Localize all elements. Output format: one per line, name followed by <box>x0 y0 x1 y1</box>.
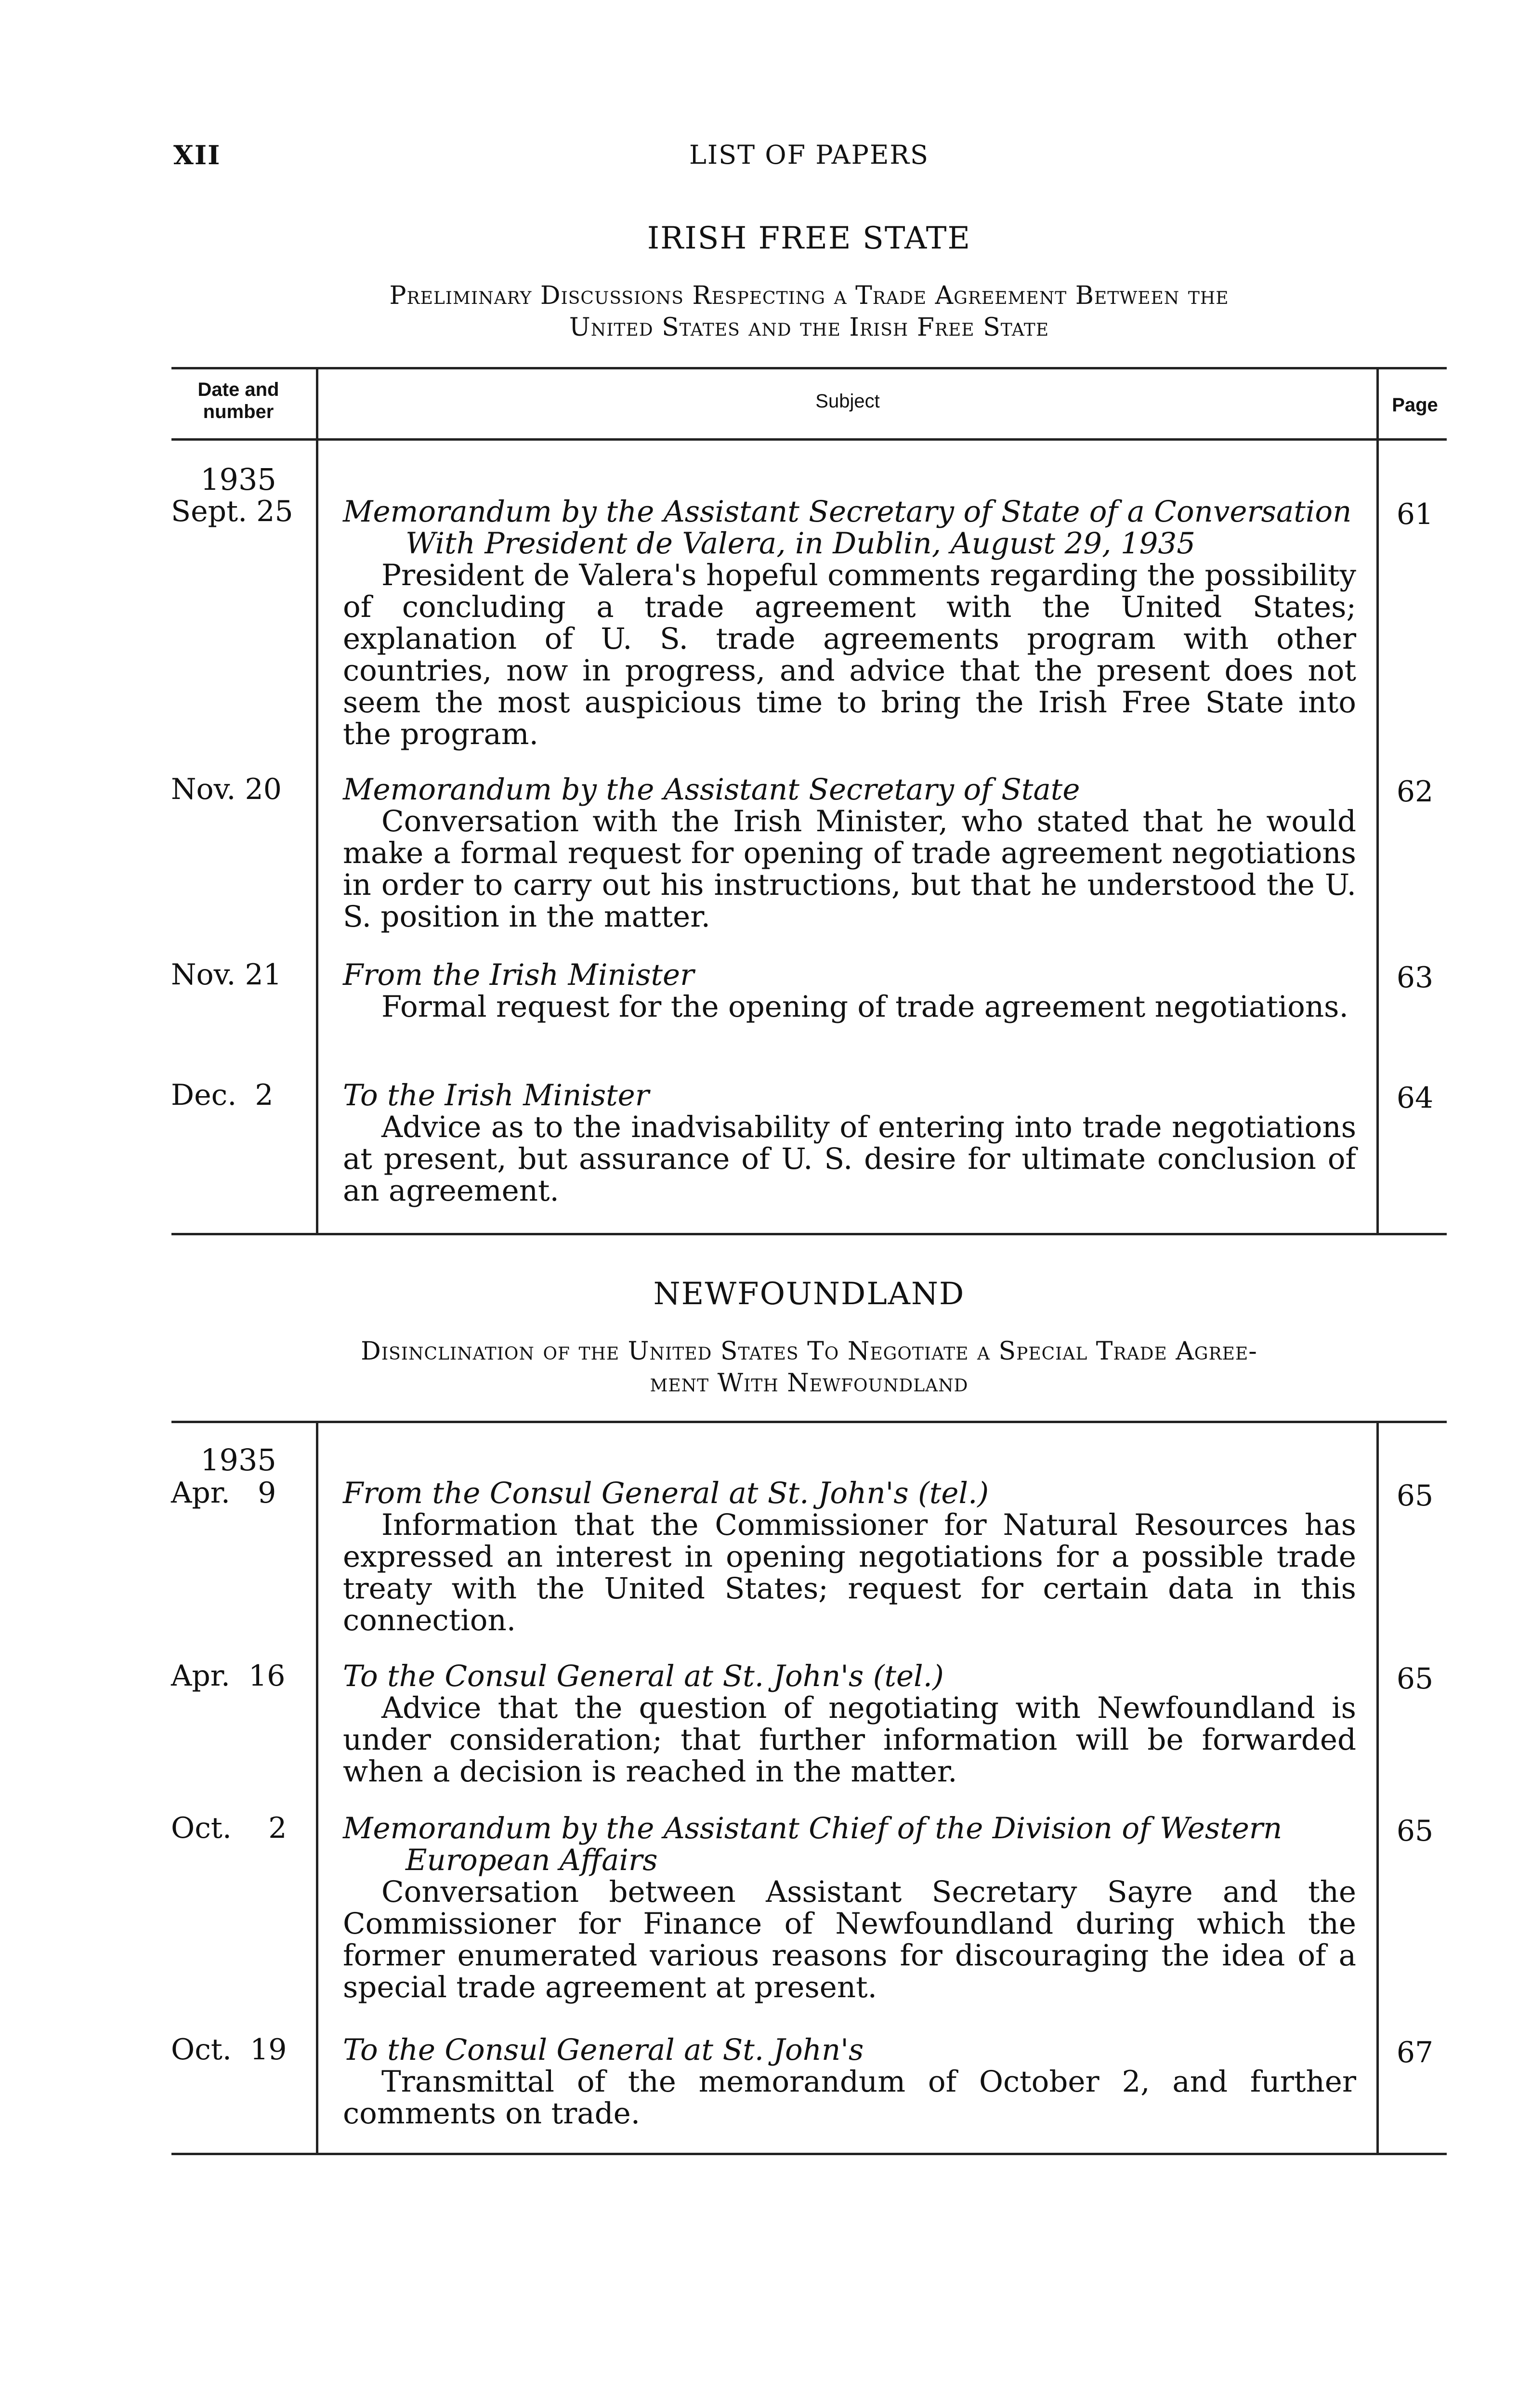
table-bottom-rule <box>171 1233 1447 1235</box>
entry-title: Memorandum by the Assistant Chief of the Division of Western <box>343 1811 1282 1845</box>
entry-date: Sept. 25 <box>171 495 293 528</box>
entry-date: Oct. 2 <box>171 1811 287 1845</box>
entry-page: 62 <box>1396 775 1434 809</box>
table-top-rule <box>171 367 1447 369</box>
column-header-subject: Subject <box>815 391 880 412</box>
entry-title: To the Consul General at St. John's <box>343 2033 864 2067</box>
entry-date: Nov. 20 <box>171 772 282 806</box>
entry-page: 64 <box>1396 1081 1434 1115</box>
entry-subject <box>343 774 1356 933</box>
entry-description: Advice that the question of negotiating with Newfoundland is under consideration; that further information will be forwarded when a decision is reached in the matter. <box>343 1691 1356 1789</box>
entry-page: 65 <box>1396 1479 1434 1513</box>
entry-title: Memorandum by the Assistant Secretary of State of a Conversation <box>343 495 1352 529</box>
entry-subject <box>343 1813 1356 2003</box>
entry-subject <box>343 496 1356 750</box>
column-header-page: Page <box>1392 394 1438 416</box>
section-subtitle-line2: United States and the Irish Free State <box>569 313 1049 342</box>
section-title-newfoundland: NEWFOUNDLAND <box>653 1276 965 1312</box>
section-title-irish-free-state: IRISH FREE STATE <box>647 221 971 256</box>
entry-date: Apr. 9 <box>171 1476 276 1510</box>
section-subtitle-line1: Disinclination of the United States To Negotiate a Special Trade Agree- <box>361 1337 1257 1366</box>
table-top-rule <box>171 1421 1447 1423</box>
entry-description: President de Valera's hopeful comments regarding the possibility of concluding a trade agreement with the United States; explanation of U. S. trade agreements program with other countries, now in progress, and advice that the present does not seem the most auspicious time to bring the Irish Free State into the program. <box>343 558 1356 751</box>
table-bottom-rule <box>171 2153 1447 2155</box>
entry-subject <box>343 2034 1356 2130</box>
page-number: XII <box>173 140 221 170</box>
entry-title-continuation: European Affairs <box>406 1843 658 1877</box>
entry-title: Memorandum by the Assistant Secretary of State <box>343 772 1080 807</box>
column-divider-right <box>1376 367 1379 1234</box>
year-label: 1935 <box>200 462 276 497</box>
entry-date: Apr. 16 <box>171 1659 286 1693</box>
entry-description: Formal request for the opening of trade agreement negotiations. <box>381 990 1348 1024</box>
entry-subject <box>343 959 1356 1023</box>
entry-page: 65 <box>1396 1662 1434 1696</box>
entry-page: 63 <box>1396 961 1434 995</box>
entry-subject <box>343 1661 1356 1788</box>
entry-description: Conversation with the Irish Minister, who stated that he would make a formal request for opening of trade agreement negotiations in order to carry out his instructions, but that he understood the U. S. position in the matter. <box>343 804 1356 934</box>
column-divider-left <box>316 1421 318 2154</box>
entry-title-continuation: With President de Valera, in Dublin, August 29, 1935 <box>406 526 1196 561</box>
entry-page: 61 <box>1396 497 1434 531</box>
running-title: LIST OF PAPERS <box>689 140 929 170</box>
entry-title: From the Irish Minister <box>343 958 694 992</box>
entry-description: Transmittal of the memorandum of October 2, and further comments on trade. <box>343 2065 1356 2131</box>
entry-description: Information that the Commissioner for Natural Resources has expressed an interest in opening negotiations for a possible trade treaty with the United States; request for certain data in this connection. <box>343 1508 1356 1637</box>
entry-description: Conversation between Assistant Secretary Sayre and the Commissioner for Finance of Newfoundland during which the former enumerated various reasons for discouraging the idea of a special trade agreement at present. <box>343 1875 1356 2004</box>
entry-date: Nov. 21 <box>171 958 282 992</box>
year-label: 1935 <box>200 1442 276 1478</box>
entry-title: From the Consul General at St. John's (tel.) <box>343 1476 989 1510</box>
entry-date: Dec. 2 <box>171 1078 274 1112</box>
section-subtitle-line2: ment With Newfoundland <box>650 1369 968 1398</box>
entry-title: To the Irish Minister <box>343 1078 649 1112</box>
entry-subject <box>343 1080 1356 1207</box>
entry-title: To the Consul General at St. John's (tel.) <box>343 1659 944 1693</box>
section-subtitle-line1: Preliminary Discussions Respecting a Trade Agreement Between the <box>389 281 1229 310</box>
column-header-date-number: Date and number <box>197 379 279 422</box>
entry-subject <box>343 1478 1356 1636</box>
table-header-rule <box>171 438 1447 441</box>
column-divider-left <box>316 367 318 1234</box>
entry-page: 65 <box>1396 1814 1434 1848</box>
column-divider-right <box>1376 1421 1379 2154</box>
running-head <box>173 140 1445 178</box>
entry-page: 67 <box>1396 2036 1434 2069</box>
entry-date: Oct. 19 <box>171 2033 287 2067</box>
entry-description: Advice as to the inadvisability of entering into trade negotiations at present, but assurance of U. S. desire for ultimate conclusion of an agreement. <box>343 1110 1356 1208</box>
